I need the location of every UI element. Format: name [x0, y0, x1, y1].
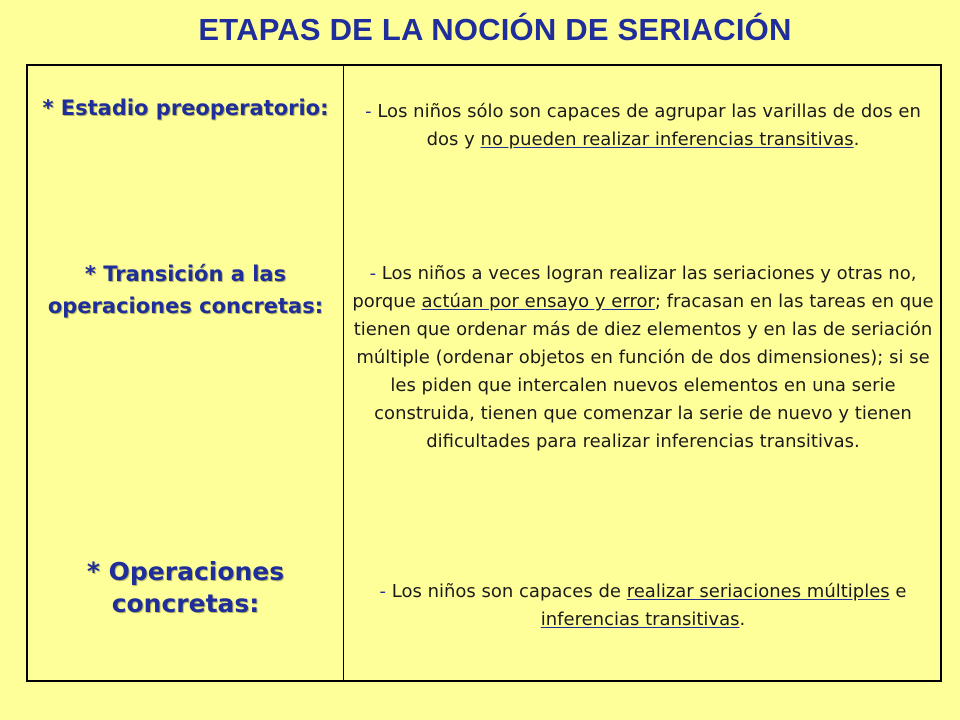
- description-text: ; fracasan en las tareas en que tienen que ordenar más de diez elementos y en las de seriación múltiple (ordenar objetos en función de dos dimensiones); si se les piden que intercalen nuevos elementos en una serie construida, tienen que comenzar la serie de nuevo y tienen dificultades para realizar inferencias transitivas.: [353, 291, 934, 452]
- underlined-text: inferencias transitivas: [540, 609, 740, 630]
- description-text: Los niños sólo son capaces de agrupar las varillas de dos en dos y: [371, 101, 921, 150]
- stage-description-concrete-operations: [350, 578, 936, 634]
- stage-label-concrete-operations: * Operaciones concretas:: [86, 557, 285, 618]
- bullet-dash: -: [365, 101, 372, 122]
- stage-description-preoperational: [350, 98, 936, 154]
- bullet-dash: -: [379, 581, 387, 602]
- description-text: .: [739, 609, 746, 630]
- stages-table: [26, 64, 942, 682]
- description-text: Los niños a veces logran realizar las seriaciones y otras no, porque: [352, 263, 917, 312]
- page-title: ETAPAS DE LA NOCIÓN DE SERIACIÓN: [198, 12, 792, 47]
- bullet-dash: -: [369, 263, 377, 284]
- description-text: .: [853, 129, 860, 150]
- underlined-text: no pueden realizar inferencias transitivas: [480, 129, 854, 150]
- stage-description-transition: [350, 260, 936, 456]
- stage-label-preoperational: * Estadio preoperatorio:: [42, 96, 329, 120]
- stage-label-transition: * Transición a las operaciones concretas:: [47, 262, 324, 318]
- column-divider: [343, 66, 344, 680]
- underlined-text: actúan por ensayo y error: [421, 291, 655, 312]
- description-text: Los niños son capaces de: [386, 581, 627, 602]
- underlined-text: realizar seriaciones múltiples: [626, 581, 890, 602]
- description-text: e: [889, 581, 907, 602]
